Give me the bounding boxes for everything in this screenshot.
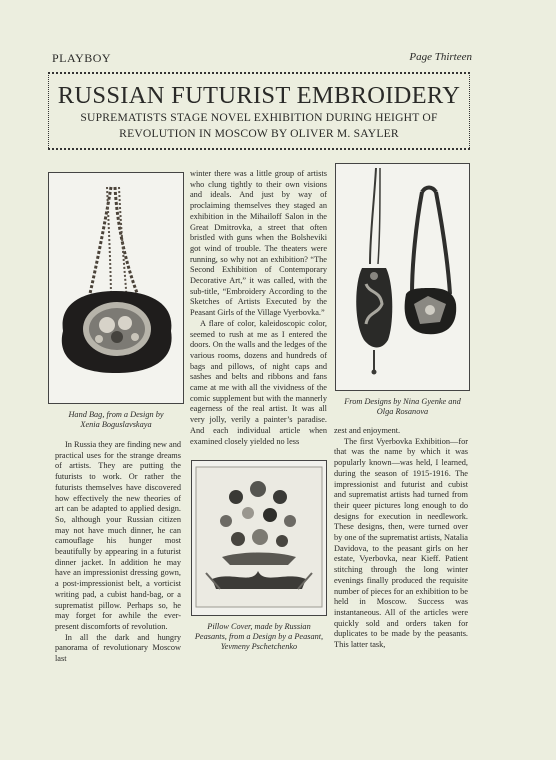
handbag-photo [48,172,184,404]
pillow-caption-line1: Pillow Cover, made by Russian [207,622,311,631]
col2-paragraph-2: A flare of color, kaleidoscopic color, seemed to rush at me as I entered the doors. On the walls and the ledges of the various rooms, dozens and hundreds of bags and pillows, of night caps and sashes and belts and ribbons and fans came at me with all the vividness of the comic supplement but with the mannerly eagerness of the real artist. It was all very jolly, verily a painter’s paradise. And each individual article when examined closely yielded no less [190,318,327,446]
pillow-caption-line2: Peasants, from a Design by a Peasant, [194,632,324,641]
text-column-1 [55,440,181,665]
col1-paragraph-1: In Russia they are finding new and practical uses for the strange dreams of artists. They are putting the futurists to work. Or rather the futurists themselves have discovered how effectively the new theories of art can be adapted to applied design. So, although your Russian citizen may not have much dinner, he can camouflage his hunger most beautifully by appearing in a futurist dinner jacket. In addition he may have an impressionist dressing gown, a post-impressionist belt, a vorticist writing pad, a cubist hand-bag, or a suprematist pillow. Perhaps so, he may forget for awhile the ever-present discomforts of revolution. [55,440,181,631]
col2-paragraph-1: winter there was a little group of artists who clung tightly to their own visions and ideals. And just by way of proclaiming themselves they staged an exhibition in the Mihailoff Salon in the Great Dmitrovka, a street that often bristled with guns when the Bolsheviki got wind of trouble. The theaters were running, so why not an exhibition? “The Second Exhibition of Contemporary Decorative Art,” it was called, with the sub-title, “Embroidery According to the Sketches of Artists Executed by the Peasant Girls of the Village Vyerbovka.” [190,169,327,318]
pillow-caption-line3: Yevmeny Pschetchenko [220,642,298,651]
handbag-illustration [49,173,183,403]
col1-paragraph-2: In all the dark and hungry panorama of revolutionary Moscow last [55,632,181,664]
article-subtitle-line2: REVOLUTION IN MOSCOW BY OLIVER M. SAYLER [119,127,399,140]
col3-paragraph-1: zest and enjoyment. [334,426,401,435]
pillow-caption [191,622,327,652]
col3-paragraph-2: The first Vyerbovka Exhibition—for that was the name by which it was popularly known—was held, I learned, during the season of 1915-1916. The impressionist and futurist and cubist and suprematist artists had turned from their queer pictures long enough to do designs for execution in needlework. These designs, then, were turned over by one of the suprematist artists, Natalia Davidova, to the peasant girls on her estate, Vyerbovka, near Kieff. Patient stitching through the long winter evenings finally produced the requisite number of pieces for an exhibition to be held in Moscow. Success was instantaneous. All of the articles were quickly sold and orders taken for duplicates to be made by the peasants. This latter task, [334,436,468,650]
designs-caption-line2: Olga Rosanova [376,407,429,416]
article-subtitle-line1: SUPREMATISTS STAGE NOVEL EXHIBITION DURING HEIGHT OF [80,111,438,124]
handbag-caption-line1: Hand Bag, from a Design by [68,410,164,419]
text-column-2 [190,169,327,447]
designs-caption [335,397,470,417]
designs-illustration [336,164,469,390]
handbag-caption [48,410,184,430]
designs-caption-line1: From Designs by Nina Gyenke and [344,397,461,406]
designs-photo [335,163,470,391]
article-title: RUSSIAN FUTURIST EMBROIDERY [57,82,461,109]
title-box [48,72,470,150]
page-number: Page Thirteen [409,51,472,63]
pillow-photo [191,460,327,616]
handbag-caption-line2: Xenia Boguslavskaya [80,420,152,429]
magazine-name: PLAYBOY [52,51,112,65]
pillow-illustration [192,461,326,615]
text-column-3 [334,426,468,651]
